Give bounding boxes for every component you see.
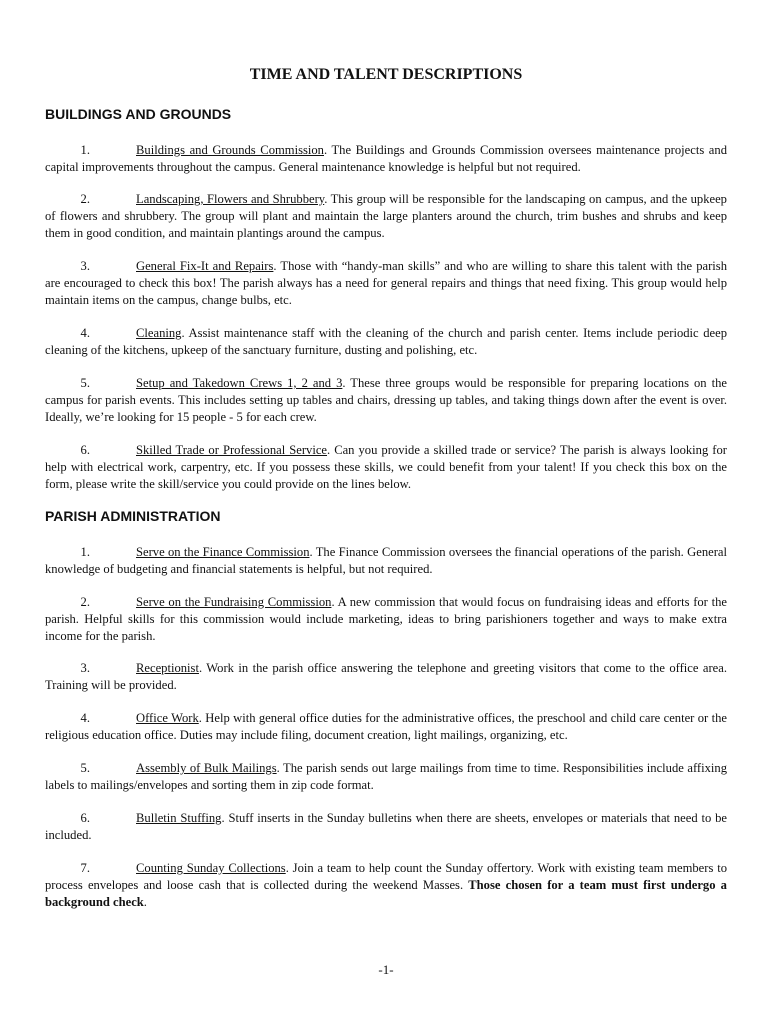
list-item <box>45 325 727 359</box>
section-heading-buildings: BUILDINGS AND GROUNDS <box>45 106 232 122</box>
item-number: 3. <box>80 661 90 675</box>
item-number: 2. <box>80 595 90 609</box>
document-title: TIME AND TALENT DESCRIPTIONS <box>249 66 523 83</box>
item-text: . Those with “handy-man skills” and who are willing to share this talent with the parish are encouraged to check this box! The parish always has a need for general repairs and things that need fixing. This group would help maintain items on the campus, change bulbs, etc. <box>45 259 727 307</box>
item-text: . A new commission that would focus on fundraising ideas and efforts for the parish. Helpful skills for this commission would include marketing, ideas to bring parishioners together and ways to make extra income for the parish. <box>45 595 727 643</box>
list-item <box>45 258 727 309</box>
item-number: 7. <box>80 861 90 875</box>
list-item <box>45 710 727 744</box>
item-heading: Counting Sunday Collections <box>136 861 286 875</box>
item-heading: Receptionist <box>136 661 199 675</box>
item-number: 6. <box>80 443 90 457</box>
list-item <box>45 594 727 645</box>
item-heading: Skilled Trade or Professional Service <box>136 443 328 457</box>
item-number: 2. <box>80 192 90 206</box>
list-item <box>45 442 727 493</box>
item-heading: Landscaping, Flowers and Shrubbery <box>136 192 325 206</box>
item-number: 5. <box>80 761 90 775</box>
item-heading: General Fix-It and Repairs <box>136 259 274 273</box>
item-number: 1. <box>80 143 90 157</box>
item-heading: Setup and Takedown Crews 1, 2 and 3 <box>136 376 343 390</box>
item-number: 6. <box>80 811 90 825</box>
list-item <box>45 142 727 176</box>
item-tail-text: . <box>143 895 147 909</box>
item-heading: Serve on the Fundraising Commission <box>136 595 332 609</box>
item-heading: Cleaning <box>136 326 182 340</box>
item-number: 5. <box>80 376 90 390</box>
item-text: . Join a team to help count the Sunday offertory. Work with existing team members to process envelopes and loose cash that is collected during the weekend Masses. <box>45 861 727 892</box>
page-number: -1- <box>378 962 394 977</box>
item-heading: Bulletin Stuffing <box>136 811 222 825</box>
list-item <box>45 760 727 794</box>
item-heading: Buildings and Grounds Commission <box>136 143 324 157</box>
item-text: . The Buildings and Grounds Commission oversees maintenance projects and capital improvements throughout the campus. General maintenance knowledge is helpful but not required. <box>45 143 727 174</box>
item-text: . Work in the parish office answering the telephone and greeting visitors that come to the office area. Training will be provided. <box>45 661 727 692</box>
list-item <box>45 660 727 694</box>
item-text: . Help with general office duties for the administrative offices, the preschool and child care center or the religious education office. Duties may include filing, document creation, light mailings, organizing, etc. <box>45 711 727 742</box>
item-text: . The Finance Commission oversees the financial operations of the parish. General knowledge of budgeting and financial statements is helpful, but not required. <box>45 545 728 576</box>
list-item <box>45 544 727 578</box>
item-number: 4. <box>80 326 90 340</box>
list-item <box>45 375 727 426</box>
item-bold-text: Those chosen for a team must first undergo a background check <box>45 878 727 909</box>
list-item <box>45 191 727 242</box>
item-text: . This group will be responsible for the landscaping on campus, and the upkeep of flowers and shrubbery. The group will plant and maintain the large planters around the church, trim bushes and shrubs and keep them in good condition, and maintain plantings around the campus. <box>45 192 727 240</box>
item-text: . Assist maintenance staff with the cleaning of the church and parish center. Items include periodic deep cleaning of the kitchens, upkeep of the sanctuary furniture, dusting and polishing, etc. <box>45 326 727 357</box>
item-text: . Can you provide a skilled trade or service? The parish is always looking for help with electrical work, carpentry, etc. If you possess these skills, we could benefit from your talent! If you check this box on the form, please write the skill/service you could provide on the lines below. <box>45 443 727 491</box>
item-number: 1. <box>80 545 90 559</box>
list-item <box>45 860 727 911</box>
item-text: . These three groups would be responsible for preparing locations on the campus for parish events. This includes setting up tables and chairs, dressing up tables, and taking things down after the event is over. Ideally, we’re looking for 15 people - 5 for each crew. <box>45 376 728 424</box>
item-heading: Serve on the Finance Commission <box>136 545 310 559</box>
item-number: 3. <box>80 259 90 273</box>
item-heading: Assembly of Bulk Mailings <box>136 761 277 775</box>
item-text: . The parish sends out large mailings from time to time. Responsibilities include affixing labels to mailings/envelopes and sorting them in zip code format. <box>45 761 727 792</box>
item-text: . Stuff inserts in the Sunday bulletins when there are sheets, envelopes or materials that need to be included. <box>45 811 727 842</box>
list-item <box>45 810 727 844</box>
item-number: 4. <box>80 711 90 725</box>
item-heading: Office Work <box>136 711 199 725</box>
section-heading-administration: PARISH ADMINISTRATION <box>45 508 221 524</box>
